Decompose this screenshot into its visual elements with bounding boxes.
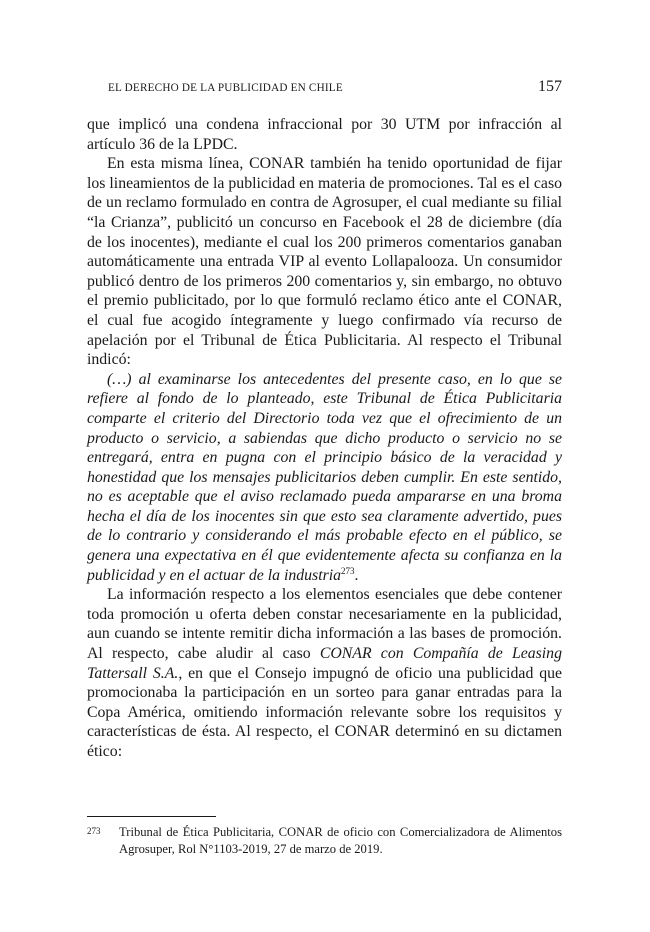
paragraph-3 <box>87 585 562 761</box>
page-number: 157 <box>538 78 562 95</box>
footnote-ref[interactable]: 273 <box>341 565 355 576</box>
paragraph-3-text-b: , en que el Consejo impugnó de oficio una publicidad que promocionaba la participación en un sorteo para ganar entradas para la Copa América, omitiendo información relevante sobre los requisitos y características de ésta. Al respecto, el CONAR determinó en su dictamen ético: <box>87 664 563 760</box>
paragraph-2: En esta misma línea, CONAR también ha tenido oportunidad de fijar los lineamientos de la publicidad en materia de promociones. Tal es el caso de un reclamo formulado en contra de Agrosuper, el cual mediante su filial “la Crianza”, publicitó un concurso en Facebook el 28 de diciembre (día de los inocentes), mediante el cual los 200 primeros comentarios ganaban automáticamente una entrada VIP al evento Lollapalooza. Un consumidor publicó dentro de los primeros 200 comentarios y, sin embargo, no obtuvo el premio publicitado, por lo que formuló reclamo ético ante el CONAR, el cual fue acogido íntegramente y luego confirmado vía recurso de apelación por el Tribunal de Ética Publicitaria. Al respecto el Tribunal indicó: <box>87 155 562 369</box>
quote-end: . <box>354 566 359 584</box>
footnote-rule <box>87 816 216 817</box>
footnote <box>87 824 562 858</box>
paragraph-1: que implicó una condena infraccional por 30 UTM por infracción al artículo 36 de la LPDC. <box>87 116 562 153</box>
footnote-number: 273 <box>87 826 101 836</box>
page-header <box>108 78 562 100</box>
block-quote <box>87 370 562 586</box>
quote-text: (…) al examinarse los antecedentes del presente caso, en lo que se refiere al fondo de lo planteado, este Tribunal de Ética Publicitaria comparte el criterio del Directorio toda vez que el ofrecimiento de un producto o servicio, a sabiendas que dicho producto o servicio no se entregará, entra en pugna con el principio básico de la veracidad y honestidad que los mensajes publicitarios deben cumplir. En este sentido, no es aceptable que el aviso reclamado pueda ampararse en una broma hecha el día de los inocentes sin que esto sea claramente advertido, pues de lo contrario y considerando el más probable efecto en el público, se genera una expectativa en él que evidentemente afecta su confianza en la publicidad y en el actuar de la industria <box>87 370 562 584</box>
body-text <box>87 115 562 762</box>
footnote-text: Tribunal de Ética Publicitaria, CONAR de oficio con Comercializadora de Alimentos Agrosuper, Rol N°1103-2019, 27 de marzo de 2019. <box>119 825 562 856</box>
paragraph-3-text-a: La información respecto a los elementos esenciales que debe contener toda promoción u oferta deben constar necesariamente en la publicidad, aun cuando se intente remitir dicha información a las bases de promoción. Al respecto, cabe aludir al caso <box>87 586 562 663</box>
case-name: CONAR con Compañía de Leasing Tattersall S.A. <box>87 645 562 682</box>
running-title: EL DERECHO DE LA PUBLICIDAD EN CHILE <box>108 82 343 94</box>
